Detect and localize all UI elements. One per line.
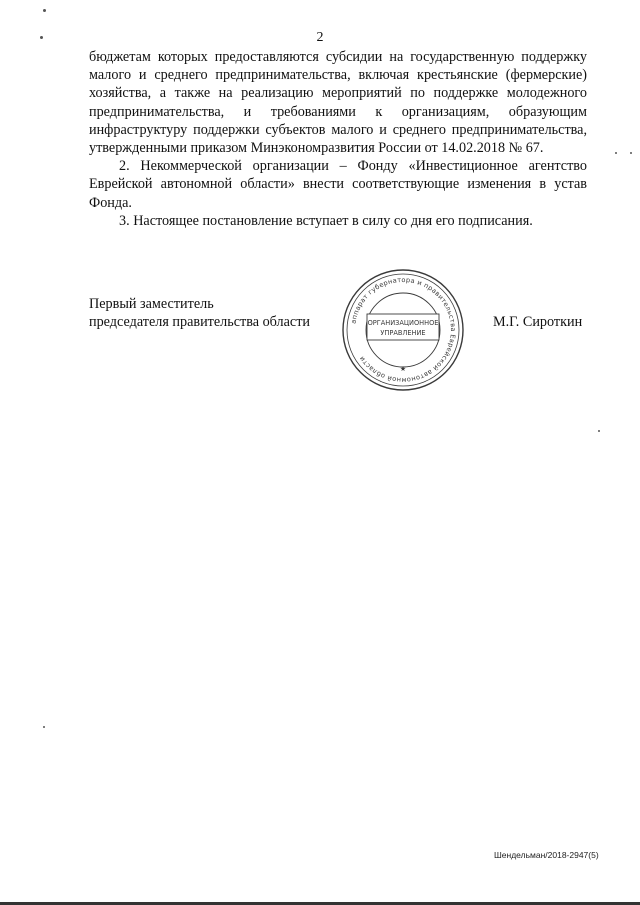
- seal-stamp-graphic: [340, 267, 466, 393]
- scan-speck: [630, 152, 632, 154]
- signer-title-line-1: Первый заместитель: [89, 296, 214, 312]
- scan-speck: [40, 36, 43, 39]
- paragraph-3: 3. Настоящее постановление вступает в силу со дня его подписания.: [119, 212, 533, 229]
- scan-speck: [598, 430, 600, 432]
- scan-speck: [43, 9, 46, 12]
- scan-speck: [615, 152, 617, 154]
- page-number: 2: [316, 30, 324, 45]
- footer-reference: Шендельман/2018-2947(5): [494, 850, 599, 860]
- seal-center-line-1: ОРГАНИЗАЦИОННОЕ: [367, 319, 439, 327]
- signer-title-line-2: председателя правительства области: [89, 314, 310, 331]
- paragraph-continuation: бюджетам которых предоставляются субсидии на государственную поддержку малого и среднего предпринимательства, включая крестьянские (фермерские) хозяйства, а также на реализацию мероприятий по поддержке молодежного предпринимательства, и требованиями к организациям, образующим инфраструктуру поддержки субъектов малого и среднего предпринимательства, утвержденными приказом Минэкономразвития России от 14.02.2018 № 67.: [89, 49, 587, 157]
- scan-speck: [43, 726, 45, 728]
- official-seal: [340, 267, 466, 393]
- seal-center-line-2: УПРАВЛЕНИЕ: [380, 329, 426, 337]
- seal-ring-textpath: аппарат губернатора и правительства Еврейской автономной области: [349, 275, 458, 385]
- paragraph-2: 2. Некоммерческой организации – Фонду «Инвестиционное агентство Еврейской автономной области» внести соответствующие изменения в устав Фонда.: [89, 158, 587, 211]
- signature-block: [89, 295, 589, 331]
- signer-name: М.Г. Сироткин: [493, 314, 583, 330]
- body-text: [89, 48, 587, 230]
- seal-star-icon: ★: [399, 365, 407, 373]
